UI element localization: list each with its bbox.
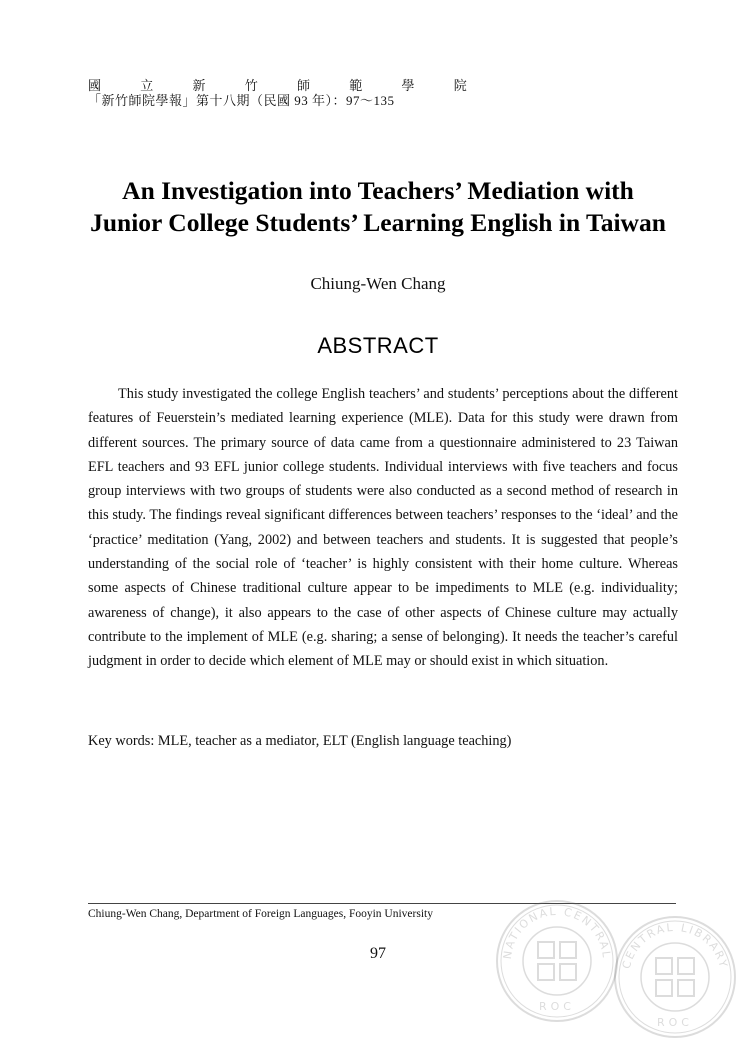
- svg-text:ROC: ROC: [657, 1016, 693, 1029]
- journal-header: [88, 78, 485, 108]
- svg-text:ROC: ROC: [539, 1000, 575, 1013]
- page-number: 97: [370, 945, 386, 962]
- journal-citation: 「新竹師院學報」第十八期（民國 93 年）：97～135: [88, 93, 395, 108]
- keywords: Key words: MLE, teacher as a mediator, ELT (English language teaching): [88, 733, 512, 749]
- abstract-heading: ABSTRACT: [317, 333, 439, 358]
- library-seal-icon: [494, 898, 620, 1024]
- paper-title-line-1: An Investigation into Teachers’ Mediation with: [122, 176, 634, 205]
- svg-text:NATIONAL CENTRAL: NATIONAL CENTRAL: [500, 904, 614, 961]
- author-affiliation-footnote: Chiung-Wen Chang, Department of Foreign Languages, Fooyin University: [88, 908, 433, 920]
- paper-title: [60, 175, 696, 239]
- library-seal-icon: [612, 914, 736, 1040]
- abstract-body: This study investigated the college English teachers’ and students’ perceptions about the different features of Feuerstein’s mediated learning experience (MLE). Data for this study were drawn from different sources. The primary source of data came from a questionnaire administered to 23 Taiwan EFL teachers and 93 EFL junior college students. Individual interviews with five teachers and focus group interviews with two groups of students were also conducted as a second method of research in this study. The findings reveal significant differences between teachers’ responses to the ‘ideal’ and the ‘practice’ meditation (Yang, 2002) and between teachers and students. It is suggested that people’s understanding of the social role of ‘teacher’ is highly consistent with their home culture. Whereas some aspects of Chinese traditional culture appear to be impediments to MLE (e.g. individuality; awareness of change), it also appears to the case of other aspects of Chinese culture may actually contribute to the implement of MLE (e.g. sharing; a sense of belonging). It needs the teacher’s careful judgment in order to decide which element of MLE may or should exist in which situation.: [88, 386, 678, 670]
- svg-text:CENTRAL LIBRARY: CENTRAL LIBRARY: [619, 920, 731, 971]
- author-name: Chiung-Wen Chang: [310, 274, 446, 293]
- institution-name: 國 立 新 竹 師 範 學 院: [88, 78, 485, 93]
- paper-title-line-2: Junior College Students’ Learning English in Taiwan: [90, 208, 666, 237]
